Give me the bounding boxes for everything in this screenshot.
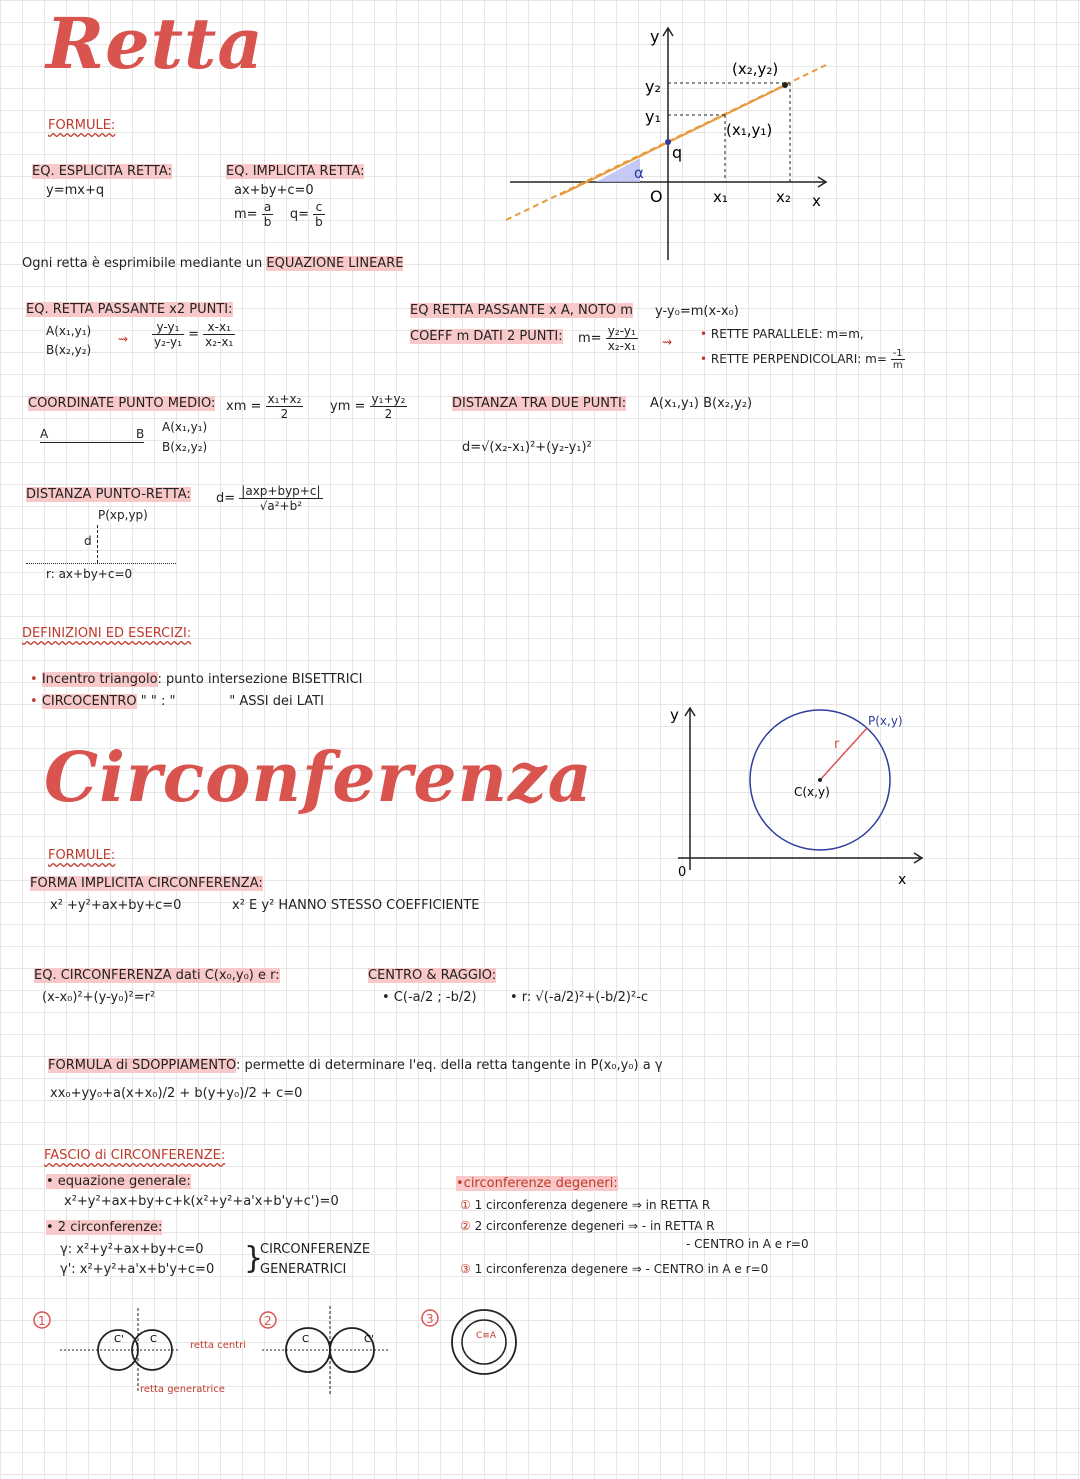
implicita-heading: [226, 164, 364, 179]
degenere-2: ② 2 circonferenze degeneri ⇒ - in RETTA R: [460, 1219, 715, 1233]
centro-formula: • C(-a/2 ; -b/2): [382, 990, 477, 1005]
retta-graph-y1: y₁: [645, 107, 661, 126]
retta-graph-x: x: [812, 192, 821, 210]
circle-graph-C: C(x,y): [794, 785, 830, 799]
medio-heading: COORDINATE PUNTO MEDIO:: [28, 396, 216, 411]
fascio-diagrams: [30, 1300, 550, 1410]
retta-graph-o: O: [650, 187, 663, 206]
circle-graph-r: r: [834, 737, 840, 752]
coeff-arrow: ⇝: [662, 335, 673, 349]
retta-graph-x1: x₁: [713, 188, 728, 206]
diagram-num-1: 1: [38, 1314, 46, 1328]
circle-graph-o: 0: [678, 865, 687, 880]
rette-parallele: • RETTE PARALLELE: m=m,: [700, 327, 864, 341]
degenere-3: ③ 1 circonferenza degenere ⇒ - CENTRO in A e r=0: [460, 1262, 769, 1276]
diagram-num-2: 2: [264, 1314, 272, 1328]
retta-r-line: [26, 563, 176, 564]
implicita-formula: ax+by+c=0: [234, 183, 314, 198]
rette-perpendicolari: • RETTE PERPENDICOLARI: m= $\frac{-1}{m}$: [700, 348, 903, 371]
point-x2y2: [782, 82, 788, 88]
circ-eq-formula: (x-x₀)²+(y-y₀)²=r²: [42, 990, 156, 1005]
retta-centri-label: retta centri: [190, 1340, 246, 1351]
m-fraction: $\frac{a}{b}$: [263, 200, 272, 229]
gen-heading: • equazione generale:: [46, 1174, 191, 1189]
diagram-num-3: 3: [426, 1312, 434, 1326]
implies-arrow: ⇝: [118, 332, 129, 346]
circ-eq-heading: EQ. CIRCONFERENZA dati C(x₀,y₀) e r:: [34, 968, 280, 983]
esplicita-heading: [32, 164, 172, 179]
retta-graph-y: y: [650, 27, 660, 46]
impl-note: x² E y² HANNO STESSO COEFFICIENTE: [232, 898, 480, 913]
retta-graph-p1: (x₁,y₁): [726, 121, 773, 139]
coeff-heading: COEFF m DATI 2 PUNTI:: [410, 329, 563, 344]
punto-retta-heading: DISTANZA PUNTO-RETTA:: [26, 487, 191, 502]
medio-point-A: A(x₁,y₁): [162, 420, 208, 434]
raggio-formula: • r: √(-a/2)²+(-b/2)²-c: [510, 990, 649, 1005]
retta-r-eq: r: ax+by+c=0: [46, 567, 133, 581]
retta-graph-p2: (x₂,y₂): [732, 60, 779, 78]
equazione-lineare: EQUAZIONE LINEARE: [266, 256, 404, 271]
point-B: B(x₂,y₂): [46, 343, 92, 357]
medio-point-B: B(x₂,y₂): [162, 440, 208, 454]
svg-text:C': C': [364, 1334, 374, 1345]
circocentro-line: • CIRCOCENTRO " " : " " ASSI dei LATI: [30, 694, 324, 709]
esplicita-heading-text: EQ. ESPLICITA RETTA:: [32, 164, 172, 179]
segment-label-B: B: [136, 427, 145, 441]
distanza-formula: d=√(x₂-x₁)²+(y₂-y₁)²: [462, 440, 592, 455]
svg-text:C: C: [150, 1334, 157, 1345]
circ-formule-heading: FORMULE:: [48, 848, 116, 863]
segment-AB: [40, 442, 144, 443]
incentro-line: • Incentro triangolo: punto intersezione BISETTRICI: [30, 672, 363, 687]
impl-heading: FORMA IMPLICITA CIRCONFERENZA:: [30, 876, 263, 891]
gamma1-formula: γ: x²+y²+ax+by+c=0: [60, 1242, 204, 1257]
coeff-formula: m= $\frac{\text{y₂-y₁}}{\text{x₂-x₁}}$: [578, 324, 636, 353]
punto-retta-dashed: [97, 525, 98, 563]
punto-retta-P: P(xp,yp): [98, 508, 148, 522]
fascio-heading: FASCIO di CIRCONFERENZE:: [44, 1148, 226, 1163]
degenere-1: ① 1 circonferenza degenere ⇒ in RETTA R: [460, 1198, 711, 1212]
point-A: A(x₁,y₁): [46, 324, 92, 338]
circocentro-term: CIRCOCENTRO: [41, 694, 137, 709]
generatrici-label-2: GENERATRICI: [260, 1262, 347, 1277]
esplicita-formula: y=mx+q: [46, 183, 105, 198]
definizioni-heading: DEFINIZIONI ED ESERCIZI:: [22, 626, 192, 641]
passante-formula: y-y₀=m(x-x₀): [655, 304, 739, 319]
sdoppiamento-line: FORMULA di SDOPPIAMENTO: permette di determinare l'eq. della retta tangente in P(x₀,y₀) a γ: [48, 1058, 663, 1073]
retta-graph-q: q: [672, 143, 683, 162]
sdoppiamento-heading: FORMULA di SDOPPIAMENTO: [48, 1058, 237, 1073]
due-punti-heading: EQ. RETTA PASSANTE x2 PUNTI:: [26, 302, 233, 317]
segment-label-A: A: [40, 427, 49, 441]
gamma2-formula: γ': x²+y²+a'x+b'y+c=0: [60, 1262, 215, 1277]
radius-line: [820, 728, 867, 780]
punto-retta-d: d: [84, 534, 92, 548]
retta-title: Retta: [46, 2, 264, 85]
centro-raggio-heading: CENTRO & RAGGIO:: [368, 968, 497, 983]
retta-formule-heading: FORMULE:: [48, 118, 116, 133]
retta-generatrice-label: retta generatrice: [140, 1384, 225, 1395]
retta-graph-y2: y₂: [645, 77, 661, 96]
implicita-heading-text: EQ. IMPLICITA RETTA:: [226, 164, 365, 179]
q-label: q=: [289, 207, 310, 222]
retta-graph: [500, 20, 840, 270]
generatrici-brace: }: [244, 1241, 264, 1276]
due-punti-formula: $\frac{\text{y-y₁}}{\text{y₂-y₁}}$ = $\frac{\text{x-x₁}}{\text{x₂-x₁}}$: [154, 320, 234, 349]
impl-formula: x² +y²+ax+by+c=0: [50, 898, 182, 913]
svg-text:C: C: [302, 1334, 309, 1345]
circle-graph: [660, 700, 930, 890]
gen-formula: x²+y²+ax+by+c+k(x²+y²+a'x+b'y+c')=0: [64, 1194, 339, 1209]
sdoppiamento-formula: xx₀+yy₀+a(x+x₀)/2 + b(y+y₀)/2 + c=0: [50, 1086, 303, 1101]
retta-graph-x2: x₂: [776, 188, 791, 206]
xm-formula: xm = $\frac{\text{x₁+x₂}}{2}$: [226, 392, 302, 421]
generatrici-label-1: CIRCONFERENZE: [260, 1242, 371, 1257]
svg-text:C≡A: C≡A: [476, 1331, 496, 1341]
circle-graph-y: y: [670, 706, 679, 724]
m-q-formula: [234, 200, 325, 229]
distanza-heading: DISTANZA TRA DUE PUNTI:: [452, 396, 627, 411]
incentro-term: Incentro triangolo: [41, 672, 158, 687]
distanza-points: A(x₁,y₁) B(x₂,y₂): [650, 396, 753, 411]
m-label: m=: [234, 207, 258, 222]
passante-heading: EQ RETTA PASSANTE x A, NOTO m: [410, 303, 633, 318]
svg-text:C': C': [114, 1334, 124, 1345]
circle-graph-P: P(x,y): [868, 714, 903, 728]
retta-graph-alpha: α: [634, 164, 644, 182]
point-q: [665, 139, 671, 145]
punto-retta-formula: d= $\frac{\text{|axp+byp+c|}}{\text{√a²+b²}}$: [216, 484, 321, 513]
ogni-retta-text: Ogni retta è esprimibile mediante un EQUAZIONE LINEARE: [22, 256, 404, 271]
ym-formula: ym = $\frac{\text{y₁+y₂}}{2}$: [330, 392, 406, 421]
circ-title: Circonferenza: [44, 738, 593, 818]
diagram3-circle-inner: [462, 1320, 506, 1364]
degeneri-heading: •circonferenze degeneri:: [456, 1176, 618, 1191]
circle-graph-x: x: [898, 872, 907, 888]
due-circ-heading: • 2 circonferenze:: [46, 1220, 163, 1235]
q-fraction: $\frac{c}{b}$: [315, 200, 323, 229]
degenere-2b: - CENTRO in A e r=0: [686, 1237, 809, 1251]
